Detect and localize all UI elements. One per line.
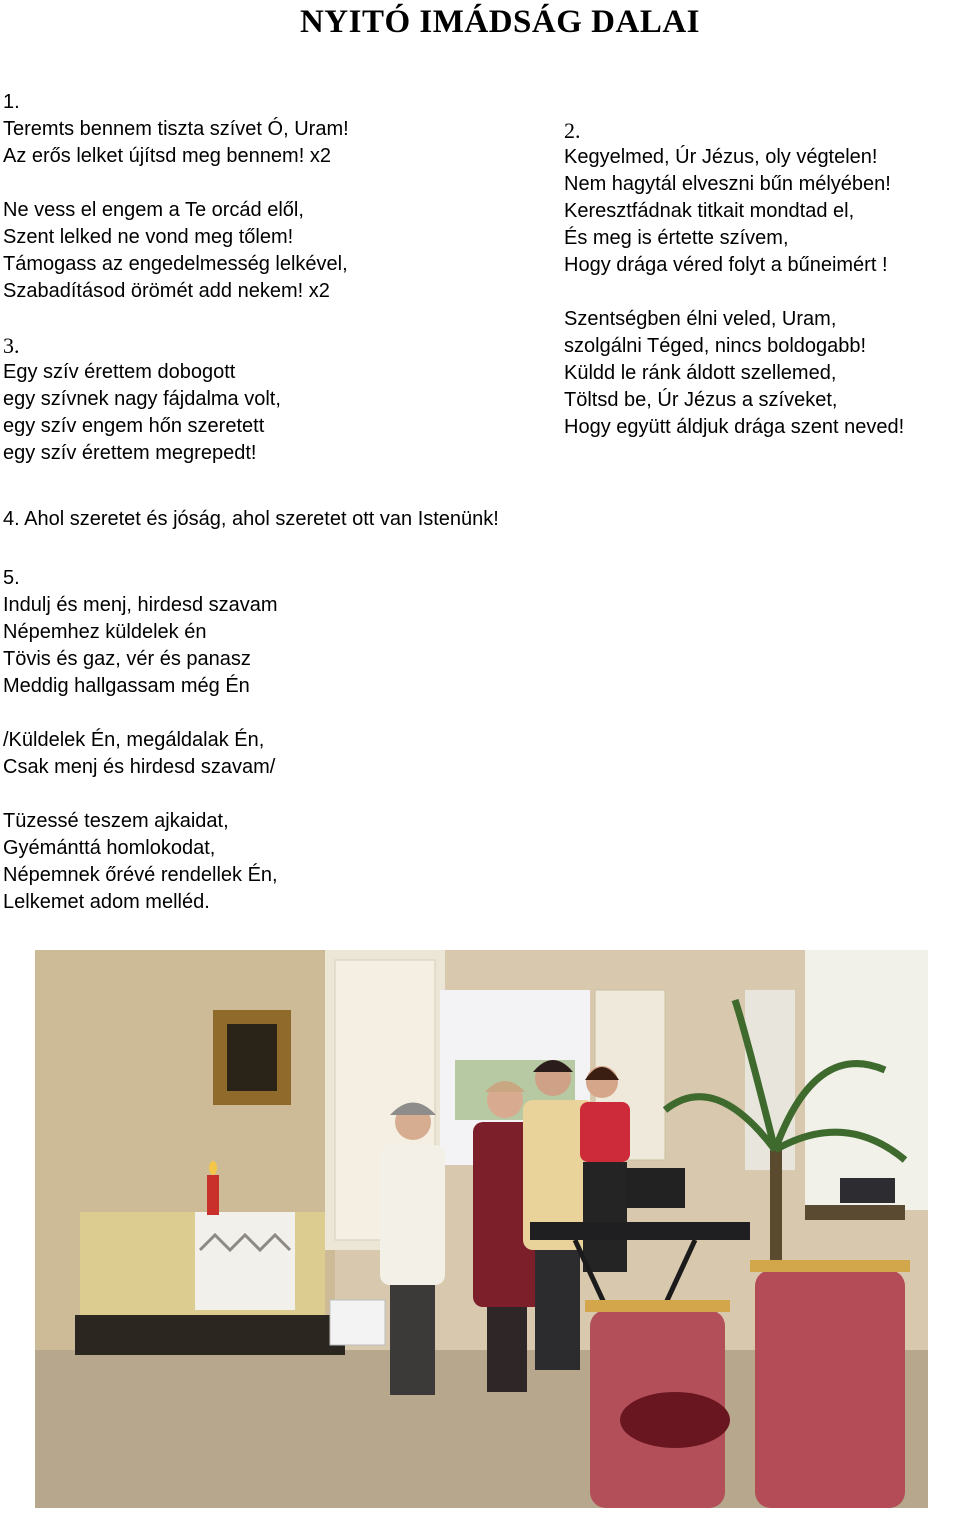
song-1-number: 1. xyxy=(3,91,20,113)
song-5-line: Tüzessé teszem ajkaidat, xyxy=(3,810,229,832)
page-title: NYITÓ IMÁDSÁG DALAI xyxy=(299,4,701,40)
song-2-line xyxy=(564,279,904,306)
song-2-line: Hogy drága véred folyt a bűneimért ! xyxy=(564,254,888,276)
song-1-line: Ne vess el engem a Te orcád elől, xyxy=(3,199,304,221)
song-5-line: Tövis és gaz, vér és panasz xyxy=(3,648,251,670)
song-3-line: Egy szív érettem dobogott xyxy=(3,361,236,383)
song-4 xyxy=(3,506,499,533)
song-2-line: szolgálni Téged, nincs boldogabb! xyxy=(564,335,867,357)
piano-body xyxy=(75,1315,345,1355)
event-photo xyxy=(35,950,928,1508)
keyboard xyxy=(530,1222,750,1240)
song-1-line: Teremts bennem tiszta szívet Ó, Uram! xyxy=(3,118,349,140)
song-5-line: Indulj és menj, hirdesd szavam xyxy=(3,594,278,616)
song-1-line: Támogass az engedelmesség lelkével, xyxy=(3,253,348,275)
song-2-line: Küldd le ránk áldott szellemed, xyxy=(564,362,837,384)
song-5-line xyxy=(3,700,278,727)
song-3-line: egy szívnek nagy fájdalma volt, xyxy=(3,388,281,410)
song-1-line: Szent lelked ne vond meg tőlem! xyxy=(3,226,294,248)
window xyxy=(805,950,928,1210)
spacer xyxy=(3,305,349,332)
photo-illustration xyxy=(35,950,928,1508)
song-5-line: /Küldelek Én, megáldalak Én, xyxy=(3,729,265,751)
song-2-line: Töltsd be, Úr Jézus a szíveket, xyxy=(564,389,838,411)
song-2-line: Kegyelmed, Úr Jézus, oly végtelen! xyxy=(564,146,878,168)
song-3-number: 3. xyxy=(3,333,20,358)
side-table xyxy=(805,1205,905,1220)
song-2-line: Hogy együtt áldjuk drága szent neved! xyxy=(564,416,905,438)
song-5-line: Csak menj és hirdesd szavam/ xyxy=(3,756,276,778)
song-5-line xyxy=(3,781,278,808)
portrait xyxy=(227,1024,277,1091)
song-2-line: Szentségben élni veled, Uram, xyxy=(564,308,837,330)
song-1-line xyxy=(3,170,349,197)
song-3-line: egy szív engem hőn szeretett xyxy=(3,415,265,437)
song-5 xyxy=(3,565,278,916)
left-column xyxy=(3,89,349,467)
song-5-line: Gyémánttá homlokodat, xyxy=(3,837,216,859)
song-2-line: Nem hagytál elveszni bűn mélyében! xyxy=(564,173,891,195)
box xyxy=(330,1300,385,1345)
song-1-line: Szabadításod örömét add nekem! x2 xyxy=(3,280,330,302)
song-5-line: Népemhez küldelek én xyxy=(3,621,207,643)
chair-right xyxy=(750,1260,910,1508)
embroidered-runner xyxy=(195,1212,295,1310)
song-2-number: 2. xyxy=(564,118,581,143)
yarn-pile xyxy=(620,1392,730,1448)
laptop xyxy=(840,1178,895,1203)
song-5-line: Lelkemet adom melléd. xyxy=(3,891,210,913)
song-5-line: Meddig hallgassam még Én xyxy=(3,675,250,697)
song-5-line: Népemnek őrévé rendellek Én, xyxy=(3,864,278,886)
candle xyxy=(207,1175,219,1215)
music-stand xyxy=(625,1168,685,1208)
song-1-line: Az erős lelket újítsd meg bennem! x2 xyxy=(3,145,331,167)
song-3-line: egy szív érettem megrepedt! xyxy=(3,442,257,464)
song-2-line: Keresztfádnak titkait mondtad el, xyxy=(564,200,855,222)
right-column xyxy=(564,117,904,441)
song-5-number: 5. xyxy=(3,567,20,589)
song-2-line: És meg is értette szívem, xyxy=(564,227,789,249)
candle-flame xyxy=(209,1161,217,1175)
song-4-text: 4. Ahol szeretet és jóság, ahol szeretet ott van Istenünk! xyxy=(3,508,499,530)
